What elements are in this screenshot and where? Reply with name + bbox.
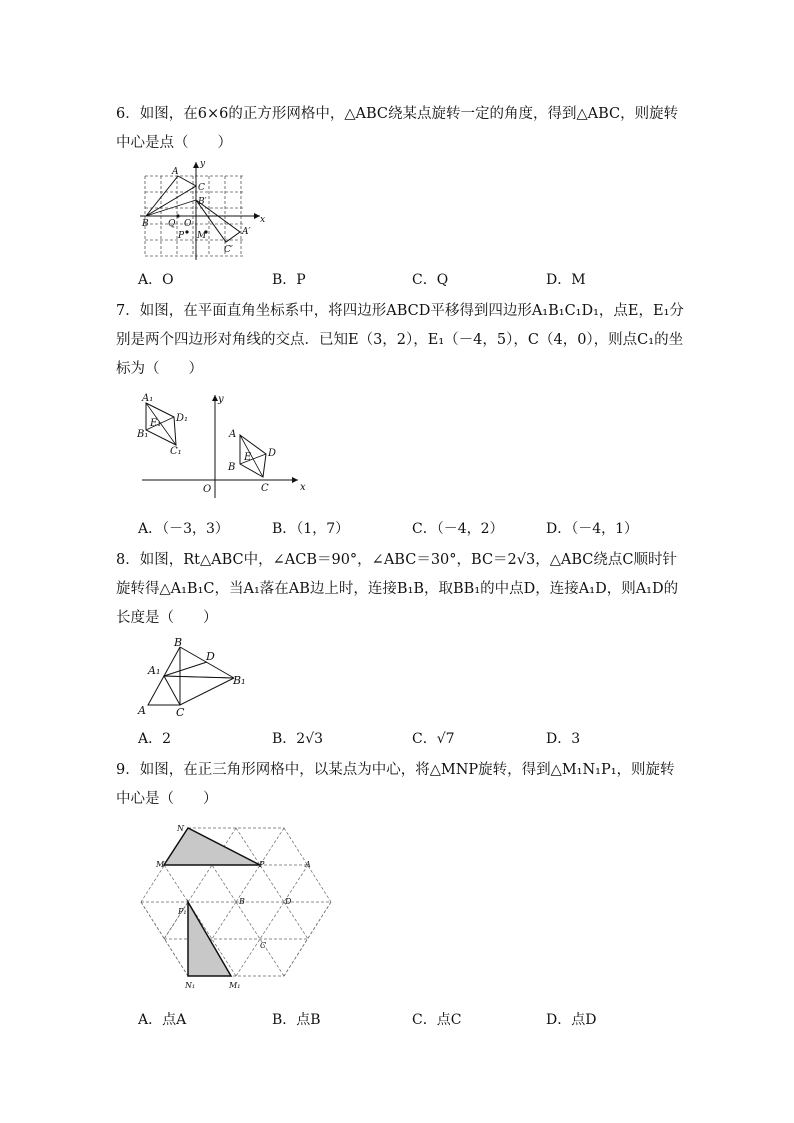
option-d[interactable]: D．M	[546, 272, 586, 288]
label-B: B	[228, 462, 236, 473]
label-N1: N₁	[185, 981, 196, 990]
label-E: E	[244, 452, 252, 463]
option-a[interactable]: A．点A	[138, 1012, 187, 1028]
option-a[interactable]: A．O	[138, 272, 174, 288]
label-C: C	[260, 941, 267, 950]
label-D1: D₁	[176, 413, 189, 424]
label-C: C	[261, 483, 269, 494]
figure-q6	[140, 160, 270, 260]
label-x: x	[260, 215, 266, 225]
label-y: y	[200, 159, 206, 169]
label-P: P	[178, 231, 185, 241]
label-E1: E₁	[150, 418, 162, 429]
label-B1: B₁	[137, 429, 149, 440]
question-stem: 7．如图，在平面直角坐标系中，将四边形ABCD平移得到四边形A₁B₁C₁D₁，点E，E₁分别是两个四边形对角线的交点．已知E（3，2），E₁（－4，5），C（4，0），则点C₁的坐标为（ ）	[116, 303, 684, 377]
label-B: B	[174, 636, 183, 649]
label-O: O	[203, 484, 212, 495]
label-P: P	[259, 860, 265, 869]
label-A-prime: A′	[242, 227, 251, 237]
question-8	[116, 546, 686, 633]
options-q7	[138, 518, 698, 540]
label-N: N	[177, 824, 184, 833]
label-C: C	[198, 183, 205, 193]
question-6	[116, 100, 686, 158]
figure-q7	[136, 390, 316, 500]
option-b[interactable]: B．点B	[272, 1012, 321, 1028]
option-a[interactable]: A．（－3，3）	[138, 521, 229, 537]
options-q8	[138, 728, 698, 750]
label-O: O	[184, 219, 192, 229]
label-A: A	[138, 704, 146, 717]
option-d[interactable]: D．点D	[546, 1012, 597, 1028]
label-D: D	[285, 897, 292, 906]
option-b[interactable]: B．P	[272, 272, 306, 288]
option-b[interactable]: B．（1，7）	[272, 521, 350, 537]
label-C: C	[176, 706, 185, 719]
label-Q: Q	[168, 219, 176, 229]
options-q6	[138, 269, 698, 291]
question-stem: 9．如图，在正三角形网格中，以某点为中心，将△MNP旋转，得到△M₁N₁P₁，则旋转中心是（ ）	[116, 762, 675, 807]
label-M: M	[197, 231, 207, 241]
figure-q9	[138, 822, 338, 992]
label-B1: B₁	[233, 674, 246, 687]
option-b[interactable]: B．2√3	[272, 731, 324, 747]
label-A1: A₁	[148, 664, 161, 677]
label-M1: M₁	[229, 981, 241, 990]
figure-q8	[134, 638, 254, 720]
label-C1: C₁	[170, 446, 182, 457]
options-q9	[138, 1009, 698, 1031]
option-a[interactable]: A．2	[138, 731, 172, 747]
label-y: y	[218, 394, 224, 405]
label-B-prime: B′	[198, 197, 207, 207]
label-B: B	[142, 219, 149, 229]
label-A: A	[305, 860, 311, 869]
option-c[interactable]: C．点C	[412, 1012, 462, 1028]
question-9	[116, 756, 686, 814]
option-c[interactable]: C．√7	[412, 731, 455, 747]
label-M: M	[156, 860, 165, 869]
label-D: D	[268, 448, 277, 459]
question-stem: 6．如图，在6×6的正方形网格中，△ABC绕某点旋转一定的角度，得到△ABC，则旋转中心是点（ ）	[116, 106, 679, 151]
label-A: A	[172, 167, 179, 177]
question-7	[116, 297, 686, 384]
option-c[interactable]: C．（－4，2）	[412, 521, 504, 537]
label-C-prime: C′	[224, 245, 233, 255]
label-A1: A₁	[142, 393, 154, 404]
question-stem: 8．如图，Rt△ABC中，∠ACB＝90°，∠ABC＝30°，BC＝2√3，△ABC绕点C顺时针旋转得△A₁B₁C，当A₁落在AB边上时，连接B₁B，取BB₁的中点D，连接A₁D，则A₁D的长度是（ ）	[116, 552, 679, 626]
option-d[interactable]: D．3	[546, 731, 581, 747]
option-c[interactable]: C．Q	[412, 272, 449, 288]
label-P1: P₁	[178, 907, 187, 916]
option-d[interactable]: D．（－4，1）	[546, 521, 639, 537]
label-D: D	[206, 650, 215, 663]
label-x: x	[300, 482, 306, 493]
label-A: A	[229, 429, 237, 440]
label-B: B	[239, 897, 245, 906]
